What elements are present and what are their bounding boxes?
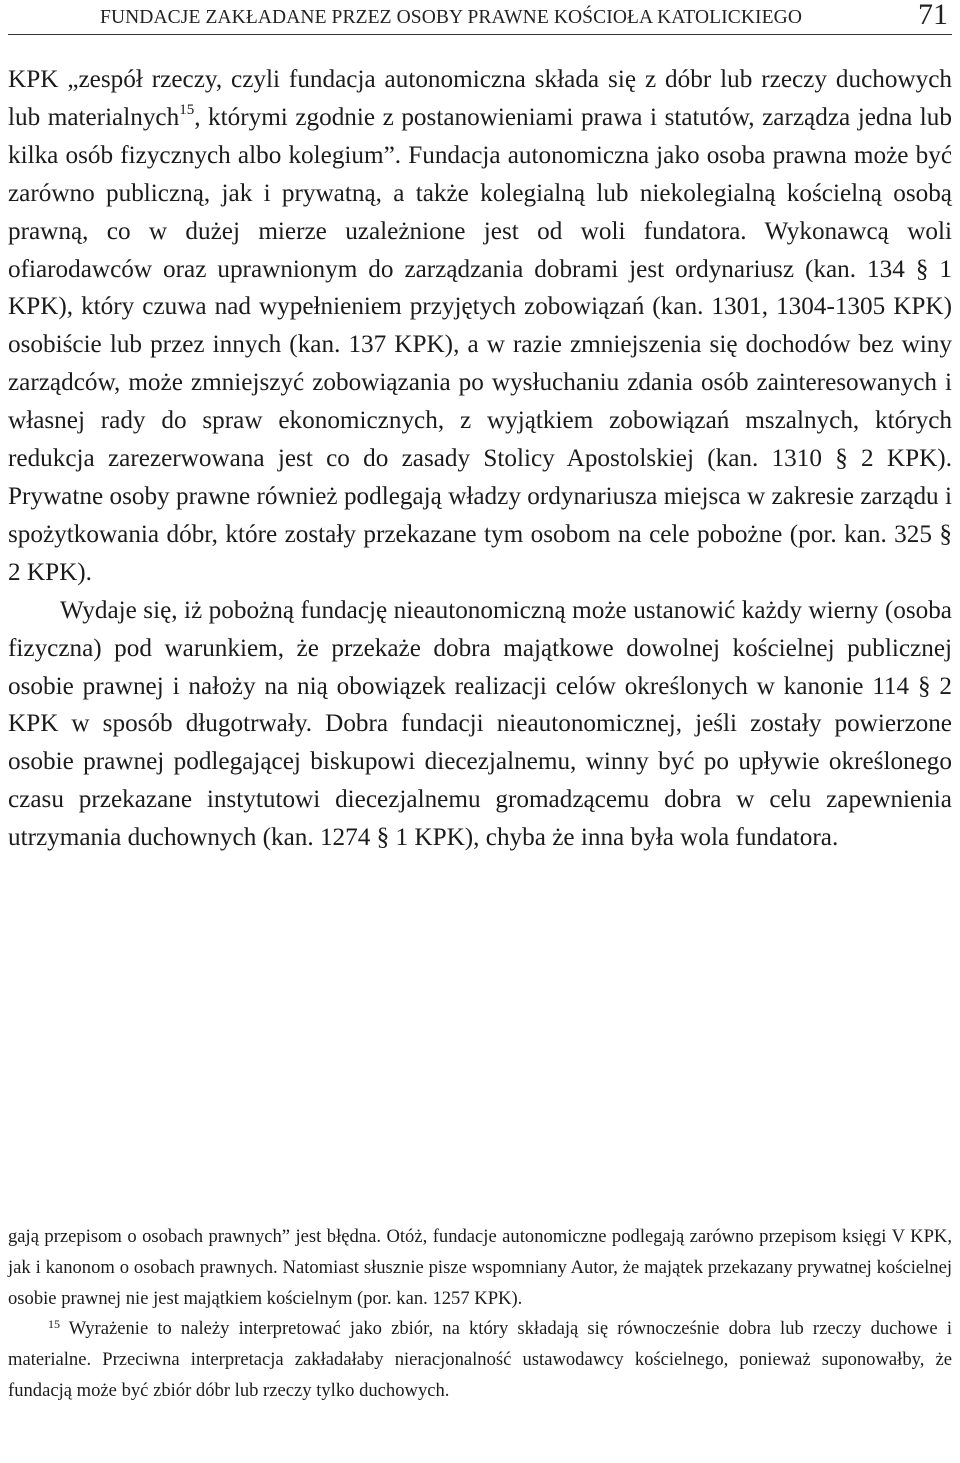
paragraph-2: Wydaje się, iż pobożną fundację nieautonomiczną może ustanowić każdy wierny (osoba fizyczna) pod warunkiem, że przekaże dobra majątkowe dowolnej kościelnej publicznej osobie prawnej i nałoży na nią obowiązek realizacji celów określonych w kanonie 114 § 2 KPK w sposób długotrwały. Dobra fundacji nieautonomicznej, jeśli zostały powierzone osobie prawnej podlegającej biskupowi diecezjalnemu, winny być po upływie określonego czasu przekazane instytutowi diecezjalnemu gromadzącemu dobra w celu zapewnienia utrzymania duchownych (kan. 1274 § 1 KPK), chyba że inna była wola fundatora. (8, 596, 952, 852)
running-title: FUNDACJE ZAKŁADANE PRZEZ OSOBY PRAWNE KOŚCIOŁA KATOLICKIEGO (100, 7, 803, 28)
footnote-continued: gają przepisom o osobach prawnych” jest błędna. Otóż, fundacje autonomiczne podlegają zarówno przepisom księgi V KPK, jak i kanonom o osobach prawnych. Natomiast słusznie pisze wspomniany Autor, że majątek przekazany prywatnej kościelnej osobie prawnej nie jest majątkiem kościelnym (por. kan. 1257 KPK). (8, 1226, 952, 1309)
paragraph-1-part-a: KPK „zespół rzeczy, czyli fundacja autonomiczna składa się z dóbr lub rzeczy duchowych lub materialnych (8, 66, 952, 131)
main-text (8, 61, 952, 857)
footnote-reference-15[interactable]: 15 (179, 101, 195, 118)
paragraph-1-part-b: , którymi zgodnie z postanowieniami prawa i statutów, zarządza jedna lub kilka osób fizycznych albo kolegium”. Fundacja autonomiczna jako osoba prawna może być zarówno publiczną, jak i prywatną, a także kolegialną lub niekolegialną kościelną osobą prawną, co w dużej mierze uzależnione jest od woli fundatora. Wykonawcą woli ofiarodawców oraz uprawnionym do zarządzania dobrami jest ordynariusz (kan. 134 § 1 KPK), który czuwa nad wypełnieniem przyjętych zobowiązań (kan. 1301, 1304-1305 KPK) osobiście lub przez innych (kan. 137 KPK), a w razie zmniejszenia się dochodów bez winy zarządców, może zmniejszyć zobowiązania po wysłuchaniu zdania osób zainteresowanych i własnej rady do spraw ekonomicznych, z wyjątkiem zobowiązań mszalnych, których redukcja zarezerwowana jest co do zasady Stolicy Apostolskiej (kan. 1310 § 2 KPK). Prywatne osoby prawne również podlegają władzy ordynariusza miejsca w zakresie zarządu i spożytkowania dóbr, które zostały przekazane tym osobom na cele pobożne (por. kan. 325 § 2 KPK). (8, 103, 952, 586)
footnotes (8, 1222, 952, 1407)
paragraph-1 (8, 61, 952, 592)
footnote-15 (8, 1314, 952, 1406)
footnote-15-text: Wyrażenie to należy interpretować jako zbiór, na który składają się równocześnie dobra lub rzeczy duchowe i materialne. Przeciwna interpretacja zakładałaby nieracjonalność ustawodawcy kościelnego, ponieważ suponowałby, że fundacją może być zbiór dóbr lub rzeczy tylko duchowych. (8, 1318, 952, 1401)
footnote-15-number: 15 (48, 1317, 60, 1332)
page-number: 71 (918, 0, 948, 31)
page-header (8, 0, 952, 35)
